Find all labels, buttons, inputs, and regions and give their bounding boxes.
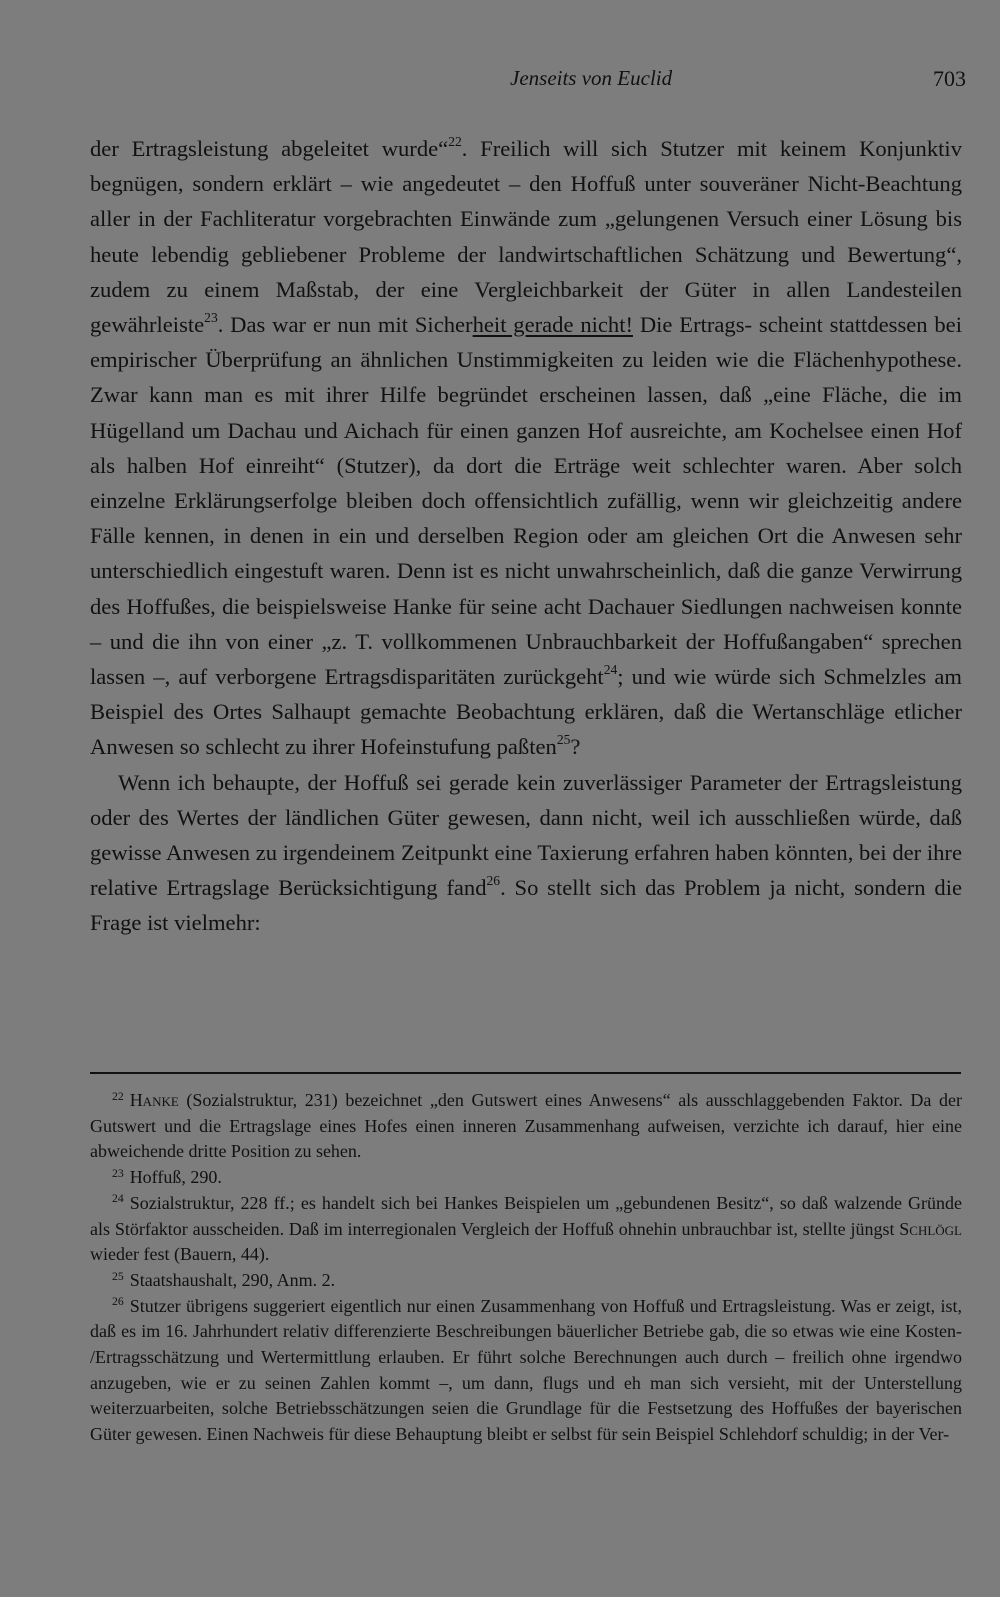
footnote-number: 26 bbox=[112, 1295, 124, 1309]
footnote-text: wieder fest (Bauern, 44). bbox=[90, 1244, 270, 1265]
footnote-number: 23 bbox=[112, 1166, 124, 1180]
footnote-ref-26: 26 bbox=[486, 873, 501, 889]
footnote-22 bbox=[90, 1088, 962, 1165]
footnote-24 bbox=[90, 1191, 962, 1268]
text-run: . Das war er nun mit Sicher bbox=[217, 312, 473, 338]
running-header bbox=[90, 66, 966, 98]
footnote-text: Sozialstruktur, 228 ff.; es handelt sich bei Hankes Beispielen um „gebundenen Besitz“, so daß walzende Gründe als Störfaktor ausscheiden. Daß im interregionalen Vergleich der Hoffuß ohnehin unbrauchbar ist, stellte jüngst bbox=[90, 1192, 962, 1239]
main-text bbox=[90, 131, 962, 941]
footnote-number: 22 bbox=[112, 1089, 124, 1103]
footnote-ref-24: 24 bbox=[603, 661, 618, 677]
footnote-number: 24 bbox=[112, 1192, 124, 1206]
footnote-25 bbox=[90, 1268, 962, 1294]
author-name: Hanke bbox=[129, 1090, 179, 1110]
text-run: . Freilich will sich Stutzer mit keinem Konjunktiv begnügen, sondern erklärt – wie angedeutet – den Hoffuß unter souveräner Nicht-Beachtung aller in der Fachliteratur vorgebrachten Einwände zum „gelungenen Versuch einer Lösung bis heute lebendig gebliebener Probleme der landwirtschaftlichen Schätzung und Bewertung“, zudem zu einem Maßstab, der eine Vergleichbarkeit der Güter in allen Landesteilen gewährleiste bbox=[90, 136, 962, 338]
footnote-26 bbox=[90, 1294, 962, 1448]
footnote-text: Hoffuß, 290. bbox=[129, 1167, 222, 1188]
footnote-ref-23: 23 bbox=[204, 309, 218, 325]
text-run: ; und wie würde sich Schmelzles am Beispiel des Ortes Salhaupt gemachte Beobachtung erklären, daß die Wertanschläge etlicher Anwesen so schlecht zu ihrer Hofeinstufung paßten bbox=[90, 664, 962, 760]
footnote-ref-25: 25 bbox=[556, 732, 571, 748]
footnote-text: (Sozialstruktur, 231) bezeichnet „den Gutswert eines Anwesens“ als ausschlaggebenden Faktor. Da der Gutswert und die Ertragslage eines Hofes einen inneren Zusammenhang aufweisen, verzichte ich darauf, hier eine abweichende dritte Position zu sehen. bbox=[90, 1090, 962, 1162]
footnote-text: Stutzer übrigens suggeriert eigentlich nur einen Zusammenhang von Hoffuß und Ertragsleistung. Was er zeigt, ist, daß es im 16. Jahrhundert relativ differenzierte Beschreibungen bäuerlicher Betriebe gab, die so etwas wie eine Kosten- /Ertragsschätzung und Wertermittlung erlauben. Er führt solche Berechnungen auch durch – freilich ohne irgendwo anzugeben, wie er zu seinen Zahlen kommt –, um dann, flugs und eh man sich versieht, mit der Unterstellung weiterzuarbeiten, solche Betriebsschätzungen seien die Grundlage für die Festsetzung des Hoffußes der bayerischen Güter gewesen. Einen Nachweis für diese Behauptung bleibt er selbst für sein Beispiel Schlehdorf schuldig; in der Ver- bbox=[90, 1295, 962, 1445]
footnote-23 bbox=[90, 1165, 962, 1191]
text-run: . So stellt sich das Problem ja nicht, sondern die Frage ist vielmehr: bbox=[90, 875, 962, 936]
paragraph-1 bbox=[90, 131, 962, 765]
footnote-separator bbox=[90, 1072, 961, 1074]
running-title: Jenseits von Euclid bbox=[510, 66, 673, 90]
footnote-text: Staatshaushalt, 290, Anm. 2. bbox=[129, 1269, 336, 1290]
text-run: Wenn ich behaupte, der Hoffuß sei gerade kein zuverlässiger Parameter der Ertragsleistung oder des Wertes der ländlichen Güter gewesen, dann nicht, weil ich ausschließen würde, daß gewisse Anwesen zu irgendeinem Zeitpunkt eine Taxierung erfahren haben könnten, bei der ihre relative Ertragslage Berücksichtigung fand bbox=[90, 769, 962, 901]
footnote-number: 25 bbox=[112, 1269, 124, 1283]
text-run: ? bbox=[570, 734, 581, 760]
footnote-ref-22: 22 bbox=[448, 133, 462, 149]
page-number: 703 bbox=[933, 66, 966, 91]
text-run: der Ertragsleistung abgeleitet wurde“ bbox=[90, 136, 449, 161]
underlined-annotation: heit gerade nicht! bbox=[472, 312, 634, 338]
author-name: Schlögl bbox=[899, 1218, 962, 1239]
paragraph-2 bbox=[90, 765, 962, 941]
footnotes bbox=[90, 1088, 962, 1448]
text-run: Die Ertrags- scheint stattdessen bei empirischer Überprüfung an ähnlichen Unstimmigkeiten zu leiden wie die Flächenhypothese. Zwar kann man es mit ihrer Hilfe begründet erscheinen lassen, daß „eine Fläche, die im Hügelland um Dachau und Aichach für einen ganzen Hof ausreichte, am Kochelsee einen Hof als halben Hof einreiht“ (Stutzer), da dort die Erträge weit schlechter waren. Aber solch einzelne Erklärungserfolge bleiben doch offensichtlich zufällig, wenn wir gleichzeitig andere Fälle kennen, in denen in ein und derselben Region oder am gleichen Ort die Anwesen sehr unterschiedlich eingestuft waren. Denn ist es nicht unwahrscheinlich, daß die ganze Verwirrung des Hoffußes, die beispielsweise Hanke für seine acht Dachauer Siedlungen nachweisen konnte – und die ihn von einer „z. T. vollkommenen Unbrauchbarkeit der Hoffußangaben“ sprechen lassen –, auf verborgene Ertragsdisparitäten zurückgeht bbox=[90, 312, 962, 690]
